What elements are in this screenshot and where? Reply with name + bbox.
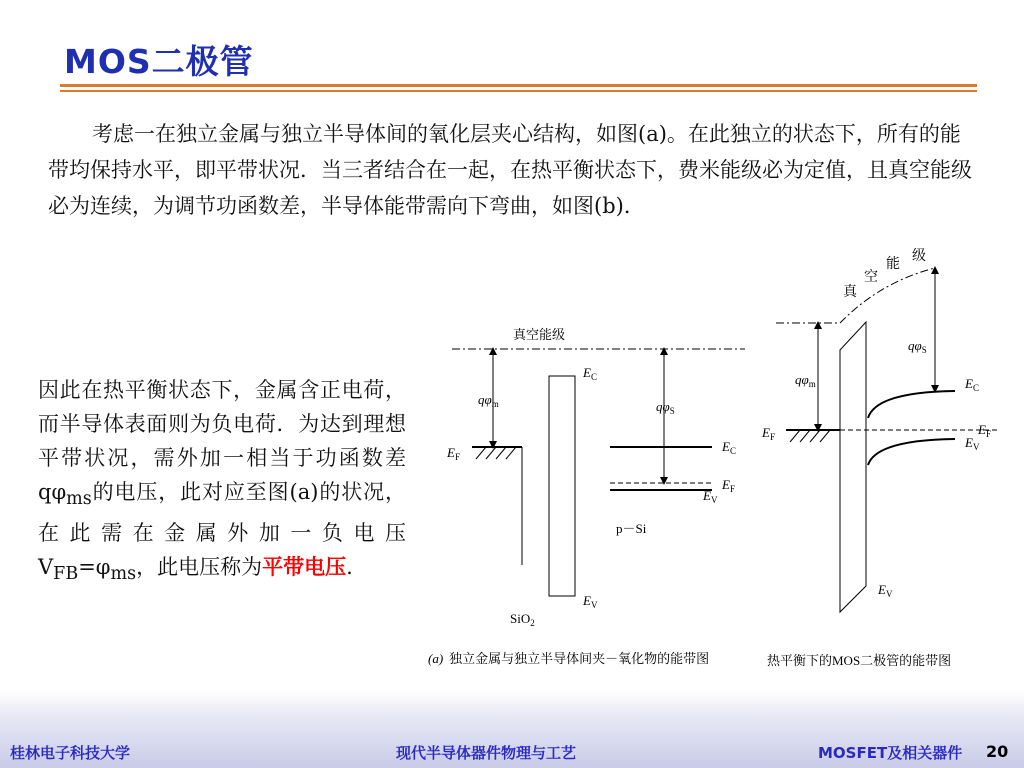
qphi-m-label-b: $q\varphi_m$: [795, 372, 816, 389]
ev-bent-b: [868, 439, 955, 465]
ef-label-b: $E_F$: [978, 422, 991, 439]
ef-metal-label: $E_F$: [447, 445, 460, 462]
ef-metal-label-b: $E_F$: [762, 425, 775, 442]
ev-label-b: $E_V$: [965, 435, 980, 452]
ec-oxide-label: $E_C$: [583, 365, 597, 382]
side-text-2: 的电压，此对应至图(a)的状况，在此需在金属外加一负电压V: [38, 480, 406, 580]
qphi-s-label-b: $q\varphi_S$: [908, 338, 927, 355]
side-text-1: 因此在热平衡状态下，金属含正电荷，而半导体表面则为负电荷．为达到理想平带状况，需外加一相当于功函数差qφ: [38, 378, 406, 504]
p-si-label: p－Si: [616, 521, 647, 536]
metal-hatch: [476, 447, 516, 459]
qphi-s-label: $q\varphi_S$: [656, 399, 675, 416]
qphi-m-label: $q\varphi_m$: [478, 392, 499, 409]
vacuum-label-b: [843, 248, 926, 300]
caption-a: (a) 独立金属与独立半导体间夹－氧化物的能带图: [428, 651, 710, 666]
side-sub-ms: ms: [66, 489, 92, 510]
caption-b: 热平衡下的MOS二极管的能带图: [767, 653, 952, 668]
ec-bent-b: [868, 391, 955, 418]
side-sub-fb: FB: [53, 564, 79, 585]
oxide-tilted-box: [840, 322, 866, 612]
oxide-box: [549, 376, 575, 596]
side-text-3: ，此电压称为: [136, 555, 263, 580]
page-number: 20: [986, 742, 1009, 761]
side-sub-ms2: ms: [110, 564, 137, 585]
svg-text:真: 真: [843, 285, 857, 300]
intro-paragraph-text: 考虑一在独立金属与独立半导体间的氧化层夹心结构，如图(a)。在此独立的状态下，所有的能带均保持水平，即平带状况．当三者结合在一起，在热平衡状态下，费米能级必为定值，且真空能级必为连续，为调节功函数差，半导体能带需向下弯曲，如图(b)．: [48, 122, 972, 218]
vacuum-level-label: 真空能级: [513, 327, 566, 342]
side-text-end: .: [346, 555, 353, 580]
ev-oxide-label-b: $E_V$: [878, 582, 893, 599]
footer-chapter: MOSFET及相关器件: [818, 744, 963, 762]
diagram-b: [761, 248, 1000, 668]
ec-semi-label: $E_C$: [722, 439, 736, 456]
ef-semi-label: $E_F$: [722, 477, 735, 494]
svg-text:空: 空: [864, 270, 878, 285]
sio2-label: SiO$_2$: [510, 611, 535, 628]
metal-hatch-b: [790, 430, 830, 442]
ev-oxide-label: $E_V$: [583, 593, 598, 610]
side-text-eq: =φ: [78, 555, 111, 580]
footer-university: 桂林电子科技大学: [10, 744, 131, 762]
slide-title: MOS二极管: [64, 42, 254, 81]
svg-text:级: 级: [912, 249, 926, 264]
svg-text:能: 能: [886, 257, 900, 272]
footer-course: 现代半导体器件物理与工艺: [396, 744, 577, 762]
ec-label-b: $E_C$: [965, 376, 979, 393]
diagram-a: [428, 327, 745, 666]
ev-semi-label: $E_V$: [703, 488, 718, 505]
flat-band-voltage-term: 平带电压: [262, 554, 347, 580]
